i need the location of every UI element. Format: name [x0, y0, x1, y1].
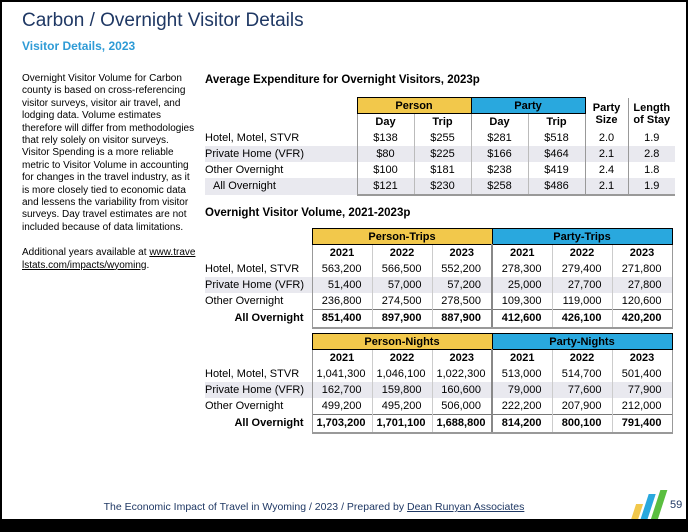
volume-section-title: Overnight Visitor Volume, 2021-2023p: [205, 207, 411, 219]
col-header-trip: Trip: [528, 114, 585, 130]
sidebar-note: [22, 73, 196, 285]
table-row: [205, 162, 675, 178]
table-cell: 1,701,100: [372, 414, 432, 433]
table-cell: 279,400: [552, 261, 612, 277]
table-row-total: [205, 178, 675, 195]
table-cell: 1,046,100: [372, 366, 432, 382]
table-cell: $166: [471, 146, 528, 162]
year-header: 2021: [492, 350, 552, 366]
person-trips-header: Person-Trips: [312, 229, 492, 245]
table-cell: 212,000: [612, 398, 672, 415]
table-row: [205, 366, 672, 382]
table-cell: 162,700: [312, 382, 372, 398]
length-of-stay-header: Length of Stay: [628, 98, 675, 130]
party-group-header: Party: [471, 98, 585, 114]
spacer-cell: [205, 334, 312, 350]
table-cell: 1,703,200: [312, 414, 372, 433]
row-label: Private Home (VFR): [205, 146, 357, 162]
party-nights-header: Party-Nights: [492, 334, 672, 350]
table-cell: $518: [528, 130, 585, 146]
table-cell: 897,900: [372, 309, 432, 328]
table-cell: 222,200: [492, 398, 552, 415]
year-header: 2021: [492, 245, 552, 261]
table-row: [205, 382, 672, 398]
table-cell: $255: [414, 130, 471, 146]
additional-years-note: [22, 247, 196, 272]
year-header: 2023: [432, 245, 492, 261]
table-cell: 800,100: [552, 414, 612, 433]
row-label: All Overnight: [205, 178, 357, 195]
table-row: [205, 261, 672, 277]
row-label: All Overnight: [234, 417, 304, 430]
party-size-header: Party Size: [585, 98, 628, 130]
table-row: [205, 293, 672, 310]
table-cell: $121: [357, 178, 414, 195]
row-label: Private Home (VFR): [205, 277, 312, 293]
person-nights-header: Person-Nights: [312, 334, 492, 350]
table-cell: 506,000: [432, 398, 492, 415]
year-header: 2022: [552, 350, 612, 366]
table-row-total: [205, 309, 672, 328]
dean-runyan-logo: [632, 489, 670, 523]
trips-table: [205, 228, 673, 329]
year-header: 2022: [372, 245, 432, 261]
table-cell: 501,400: [612, 366, 672, 382]
table-cell: $100: [357, 162, 414, 178]
row-label: Other Overnight: [205, 294, 284, 307]
spacer-cell: [205, 350, 312, 366]
table-cell: 851,400: [312, 309, 372, 328]
trips-year-row: [205, 245, 672, 261]
spacer-cell: [205, 229, 312, 245]
table-cell: 887,900: [432, 309, 492, 328]
expenditure-table-title: Average Expenditure for Overnight Visitors, 2023p: [205, 74, 480, 86]
expenditure-group-header-row: [205, 98, 675, 114]
table-row-total: [205, 414, 672, 433]
table-cell: 1.9: [628, 130, 675, 146]
nights-table: [205, 333, 673, 434]
table-cell: $464: [528, 146, 585, 162]
spacer-cell: [205, 114, 357, 130]
table-cell: 513,000: [492, 366, 552, 382]
table-cell: 566,500: [372, 261, 432, 277]
table-cell: $138: [357, 130, 414, 146]
table-row: [205, 277, 672, 293]
footer-text: The Economic Impact of Travel in Wyoming / 2023 / Prepared by: [103, 501, 408, 513]
additional-years-text: Additional years available at: [22, 247, 150, 259]
table-cell: $80: [357, 146, 414, 162]
table-cell: 160,600: [432, 382, 492, 398]
table-cell: $230: [414, 178, 471, 195]
year-header: 2023: [612, 245, 672, 261]
nights-year-row: [205, 350, 672, 366]
row-label: Other Overnight: [205, 399, 284, 412]
table-cell: 1,041,300: [312, 366, 372, 382]
col-header-day: Day: [357, 114, 414, 130]
year-header: 2022: [372, 350, 432, 366]
table-cell: 236,800: [312, 293, 372, 310]
table-cell: 791,400: [612, 414, 672, 433]
bottom-bar: [2, 519, 686, 530]
table-cell: $181: [414, 162, 471, 178]
page-subtitle: Visitor Details, 2023: [22, 39, 136, 53]
year-header: 2021: [312, 245, 372, 261]
col-header-day: Day: [471, 114, 528, 130]
table-cell: 77,600: [552, 382, 612, 398]
year-header: 2023: [432, 350, 492, 366]
page-title: Carbon / Overnight Visitor Details: [22, 10, 304, 31]
table-cell: 27,700: [552, 277, 612, 293]
table-cell: 2.0: [585, 130, 628, 146]
table-cell: 412,600: [492, 309, 552, 328]
row-label: Other Overnight: [205, 163, 284, 176]
table-cell: 77,900: [612, 382, 672, 398]
row-label: Hotel, Motel, STVR: [205, 262, 300, 275]
table-cell: 120,600: [612, 293, 672, 310]
table-cell: $419: [528, 162, 585, 178]
table-cell: 25,000: [492, 277, 552, 293]
party-trips-header: Party-Trips: [492, 229, 672, 245]
spacer-cell: [205, 245, 312, 261]
table-cell: 159,800: [372, 382, 432, 398]
row-label: Hotel, Motel, STVR: [205, 367, 300, 380]
table-cell: 57,000: [372, 277, 432, 293]
spacer-cell: [205, 98, 357, 114]
year-header: 2021: [312, 350, 372, 366]
table-cell: 563,200: [312, 261, 372, 277]
footer: [2, 501, 626, 513]
table-cell: 1,688,800: [432, 414, 492, 433]
table-cell: 271,800: [612, 261, 672, 277]
table-cell: $258: [471, 178, 528, 195]
col-header-trip: Trip: [414, 114, 471, 130]
table-cell: 79,000: [492, 382, 552, 398]
table-cell: $225: [414, 146, 471, 162]
table-cell: $281: [471, 130, 528, 146]
table-cell: 27,800: [612, 277, 672, 293]
table-cell: 119,000: [552, 293, 612, 310]
table-cell: 109,300: [492, 293, 552, 310]
table-cell: 1.9: [628, 178, 675, 195]
table-cell: 274,500: [372, 293, 432, 310]
row-label: All Overnight: [234, 312, 304, 325]
table-cell: 426,100: [552, 309, 612, 328]
table-cell: 499,200: [312, 398, 372, 415]
page-number: 59: [670, 499, 683, 511]
table-cell: $486: [528, 178, 585, 195]
table-row: [205, 146, 675, 162]
table-cell: 57,200: [432, 277, 492, 293]
person-group-header: Person: [357, 98, 471, 114]
table-row: [205, 130, 675, 146]
trips-group-header-row: [205, 229, 672, 245]
table-cell: 2.8: [628, 146, 675, 162]
year-header: 2023: [612, 350, 672, 366]
table-cell: 2.1: [585, 146, 628, 162]
table-cell: 2.1: [585, 178, 628, 195]
row-label: Hotel, Motel, STVR: [205, 131, 300, 144]
table-cell: 278,500: [432, 293, 492, 310]
year-header: 2022: [552, 245, 612, 261]
table-cell: 1,022,300: [432, 366, 492, 382]
methodology-note: Overnight Visitor Volume for Carbon county is based on cross-referencing visitor surveys, visitor air travel, and lodging data. Volume estimates therefore will differ from methodologies that rely solely on visitor surveys. Visitor Spending is a more reliable metric to Visitor Volume in accounting for changes in the travel industry, as it is more closely tied to economic data and lessens the variability from visitor surveys. Day travel estimates are not included because of data limitations.: [22, 73, 195, 233]
row-label: Private Home (VFR): [205, 382, 312, 398]
table-cell: 1.8: [628, 162, 675, 178]
table-cell: $238: [471, 162, 528, 178]
table-cell: 51,400: [312, 277, 372, 293]
table-cell: 814,200: [492, 414, 552, 433]
table-cell: 514,700: [552, 366, 612, 382]
table-cell: 278,300: [492, 261, 552, 277]
travelstats-link[interactable]: www.travelstats.com/impacts/wyoming: [22, 247, 196, 271]
table-cell: 420,200: [612, 309, 672, 328]
footer-link[interactable]: Dean Runyan Associates: [407, 501, 525, 513]
table-cell: 552,200: [432, 261, 492, 277]
expenditure-table: [205, 97, 675, 196]
additional-years-period: .: [146, 259, 150, 271]
table-cell: 2.4: [585, 162, 628, 178]
table-row: [205, 398, 672, 415]
table-cell: 207,900: [552, 398, 612, 415]
nights-group-header-row: [205, 334, 672, 350]
table-cell: 495,200: [372, 398, 432, 415]
